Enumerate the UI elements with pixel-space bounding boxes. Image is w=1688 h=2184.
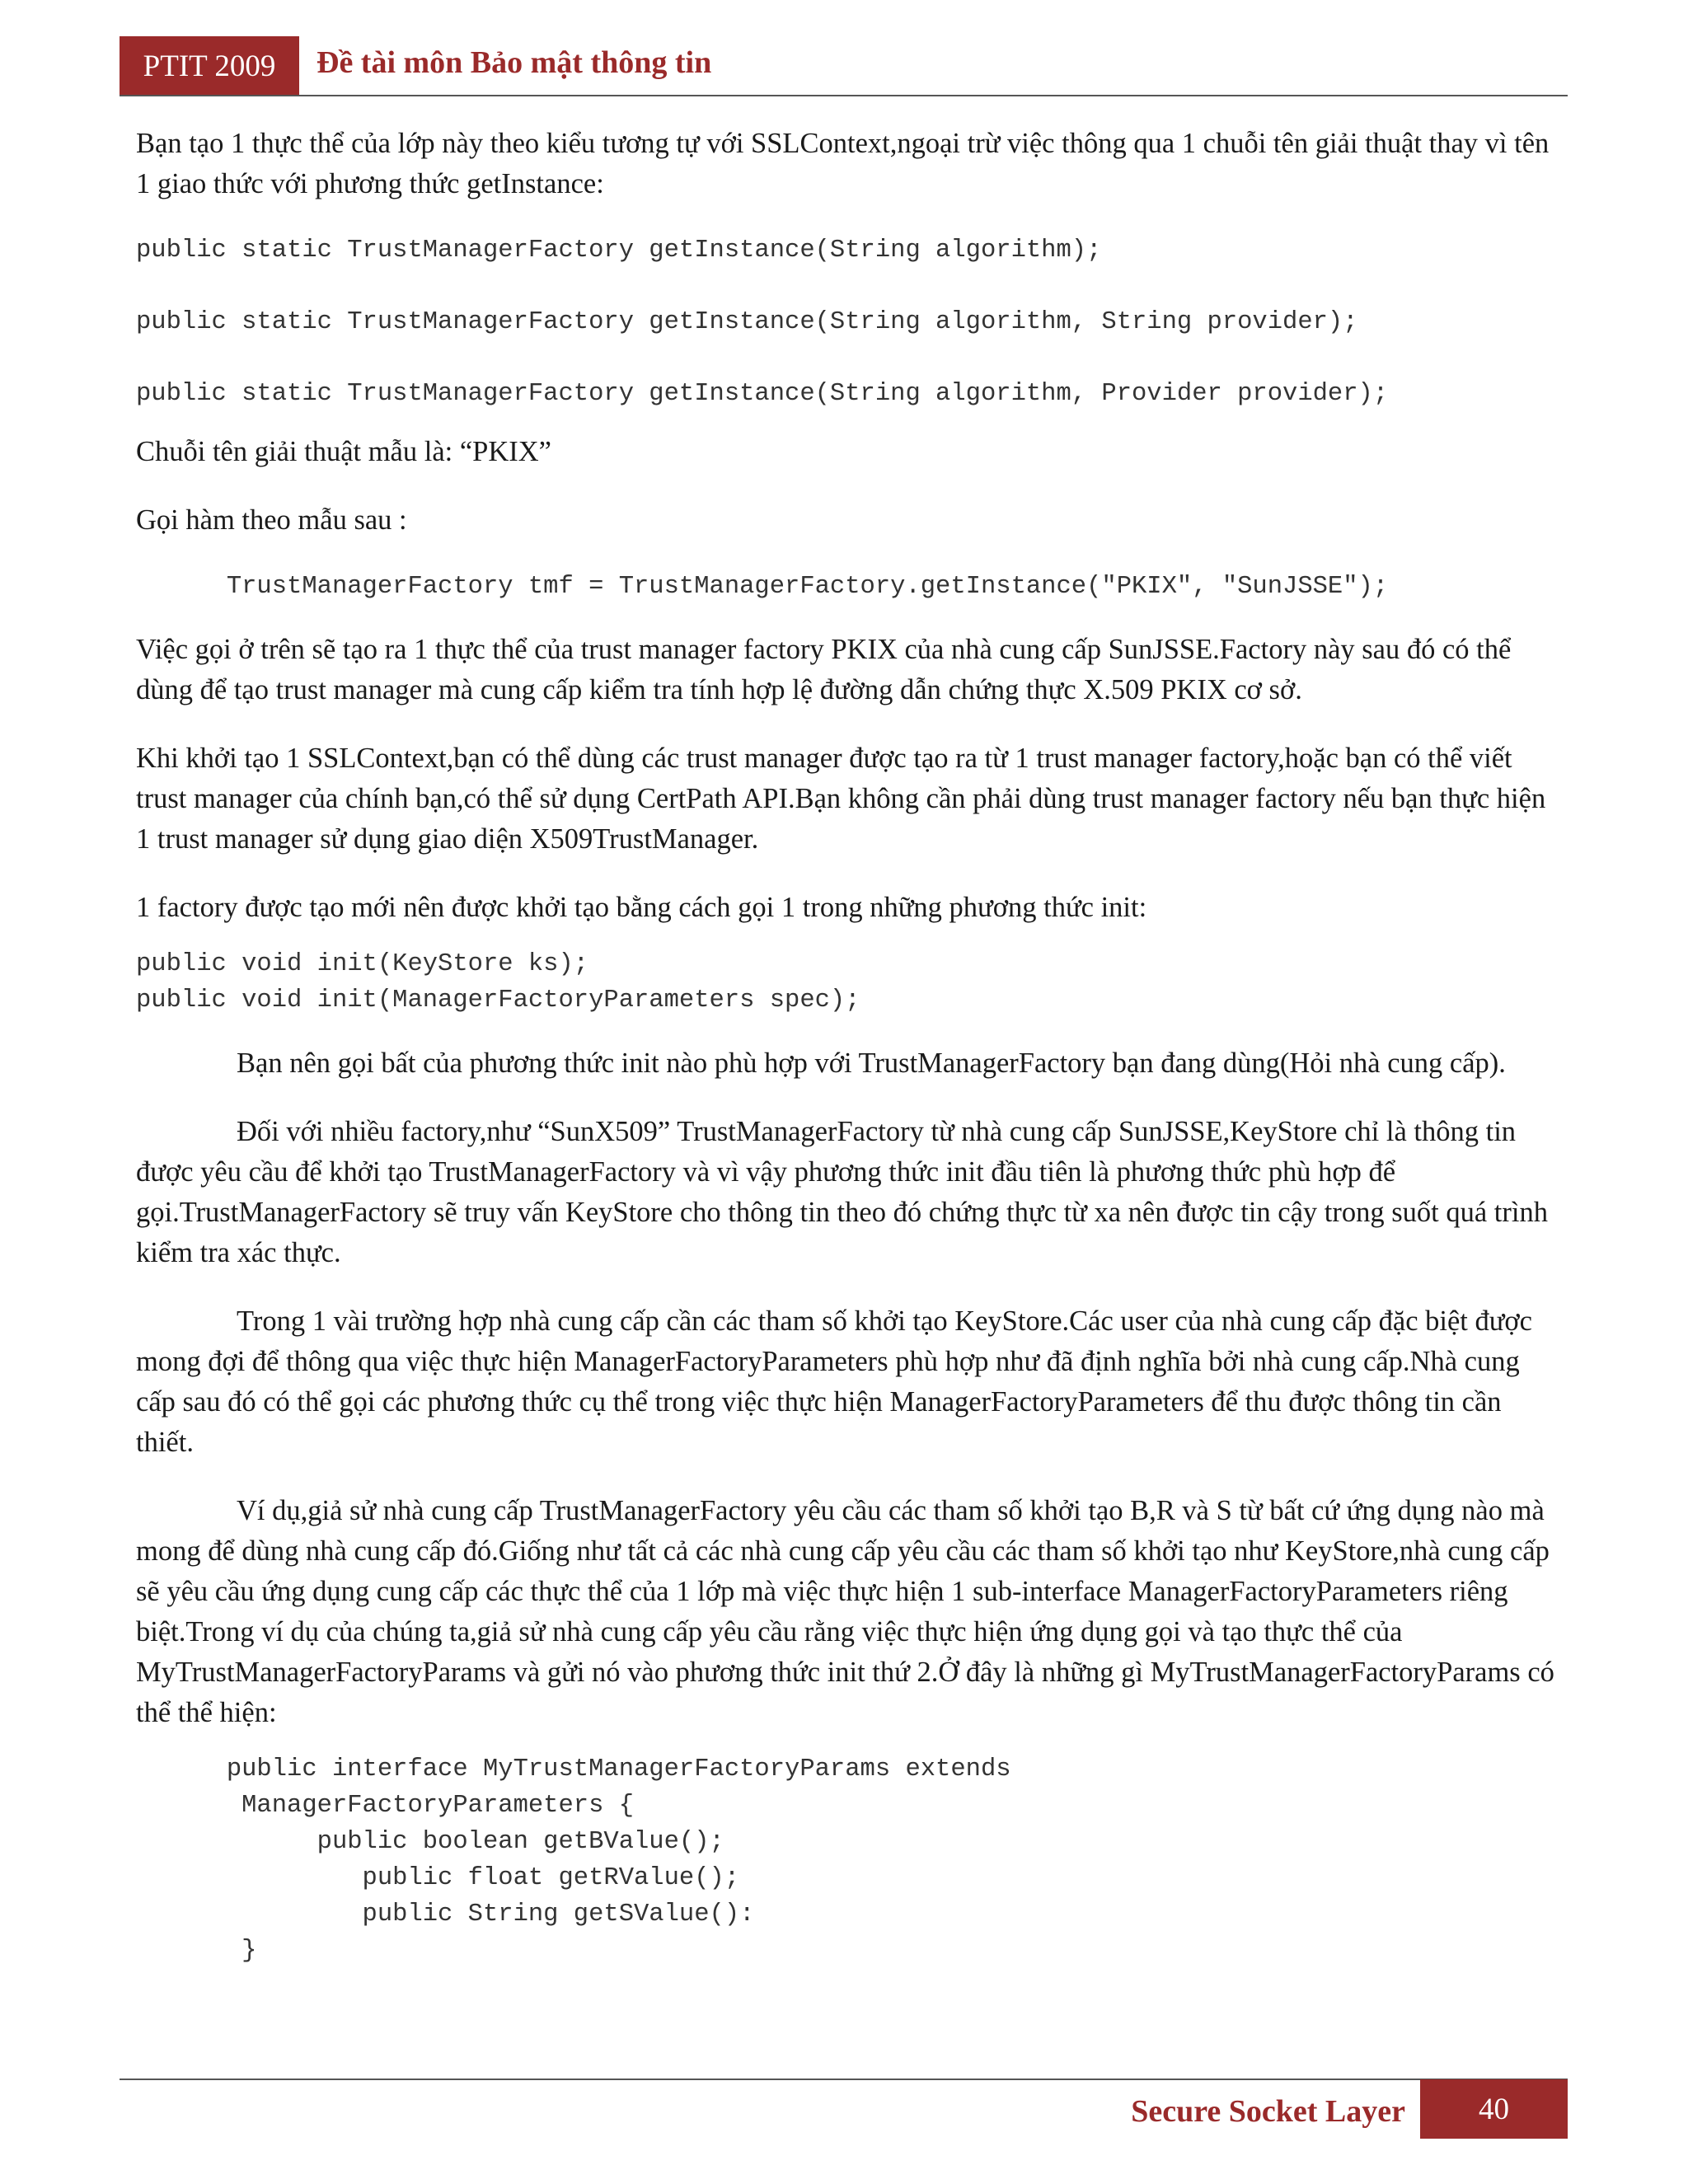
page-number: 40 xyxy=(1420,2079,1568,2139)
paragraph-init-intro: 1 factory được tạo mới nên được khởi tạo bằng cách gọi 1 trong những phương thức init: xyxy=(136,892,1147,923)
paragraph-intro: Bạn tạo 1 thực thể của lớp này theo kiểu tương tự với SSLContext,ngoại trừ việc thông qua 1 chuỗi tên giải thuật thay vì tên 1 giao thức với phương thức getInstance: xyxy=(136,128,1550,199)
header-title: Đề tài môn Bảo mật thông tin xyxy=(316,45,712,80)
page-content xyxy=(136,124,1558,1994)
code-line: public float getRValue(); xyxy=(136,1864,740,1892)
code-signature-2: public static TrustManagerFactory getInstance(String algorithm, String provider); xyxy=(136,308,1358,336)
paragraph-sslcontext: Khi khởi tạo 1 SSLContext,bạn có thể dùng các trust manager được tạo ra từ 1 trust manager factory,hoặc bạn có thể viết trust manager của chính bạn,có thể sử dụng CertPath API.Bạn không cần phải dùng trust manager factory nếu bạn thực hiện 1 trust manager sử dụng giao diện X509TrustManager. xyxy=(136,743,1546,855)
code-init-methods xyxy=(136,946,1558,1019)
code-call-example: TrustManagerFactory tmf = TrustManagerFactory.getInstance("PKIX", "SunJSSE"); xyxy=(136,573,1389,601)
code-line: public boolean getBValue(); xyxy=(136,1828,724,1856)
code-line: public String getSValue(): xyxy=(136,1900,755,1929)
code-line: public interface MyTrustManagerFactoryParams extends xyxy=(136,1755,1011,1783)
paragraph-example: Ví dụ,giả sử nhà cung cấp TrustManagerFactory yêu cầu các tham số khởi tạo B,R và S từ bất cứ ứng dụng nào mà mong để dùng nhà cung cấp đó.Giống như tất cả các nhà cung cấp yêu cầu các tham số khởi tạo như KeyStore,nhà cung cấp sẽ yêu cầu ứng dụng cung cấp các thực thể của 1 lớp mà việc thực hiện 1 sub-interface ManagerFactoryParameters riêng biệt.Trong ví dụ của chúng ta,giả sử nhà cung cấp yêu cầu rằng việc thực hiện ứng dụng gọi và tạo thực thể của MyTrustManagerFactoryParams và gửi nó vào phương thức init thứ 2.Ở đây là những gì MyTrustManagerFactoryParams có thể thể hiện: xyxy=(136,1495,1554,1728)
footer-title: Secure Socket Layer xyxy=(1131,2094,1405,2129)
code-init-keystore: public void init(KeyStore ks); xyxy=(136,950,589,978)
paragraph-algorithm: Chuỗi tên giải thuật mẫu là: “PKIX” xyxy=(136,436,551,467)
header-badge: PTIT 2009 xyxy=(120,36,299,96)
paragraph-sunx509: Đối với nhiều factory,như “SunX509” TrustManagerFactory từ nhà cung cấp SunJSSE,KeyStore chỉ là thông tin được yêu cầu để khởi tạo TrustManagerFactory và vì vậy phương thức init đầu tiên là phương thức phù hợp để gọi.TrustManagerFactory sẽ truy vấn KeyStore cho thông tin theo đó chứng thực từ xa nên được tin cậy trong suốt quá trình kiểm tra xác thực. xyxy=(136,1116,1548,1268)
code-init-params: public void init(ManagerFactoryParameters spec); xyxy=(136,987,860,1015)
footer-divider xyxy=(120,2079,1568,2080)
code-line: } xyxy=(136,1937,257,1965)
paragraph-provider-params: Trong 1 vài trường hợp nhà cung cấp cần các tham số khởi tạo KeyStore.Các user của nhà cung cấp đặc biệt được mong đợi để thông qua việc thực hiện ManagerFactoryParameters phù hợp như đã định nghĩa bởi nhà cung cấp.Nhà cung cấp sau đó có thể gọi các phương thức cụ thể trong việc thực hiện ManagerFactoryParameters để thu được thông tin cần thiết. xyxy=(136,1305,1532,1458)
code-interface-example xyxy=(136,1751,1558,1969)
code-signature-1: public static TrustManagerFactory getInstance(String algorithm); xyxy=(136,237,1102,265)
header-divider xyxy=(120,95,1568,96)
paragraph-call-intro: Gọi hàm theo mẫu sau : xyxy=(136,504,407,536)
code-line: ManagerFactoryParameters { xyxy=(136,1792,634,1820)
paragraph-init-advice: Bạn nên gọi bất của phương thức init nào phù hợp với TrustManagerFactory bạn đang dùng(Hỏi nhà cung cấp). xyxy=(237,1047,1506,1079)
code-signature-3: public static TrustManagerFactory getInstance(String algorithm, Provider provider); xyxy=(136,380,1389,408)
paragraph-explanation: Việc gọi ở trên sẽ tạo ra 1 thực thể của trust manager factory PKIX của nhà cung cấp SunJSSE.Factory này sau đó có thể dùng để tạo trust manager mà cung cấp kiểm tra tính hợp lệ đường dẫn chứng thực X.509 PKIX cơ sở. xyxy=(136,634,1512,705)
